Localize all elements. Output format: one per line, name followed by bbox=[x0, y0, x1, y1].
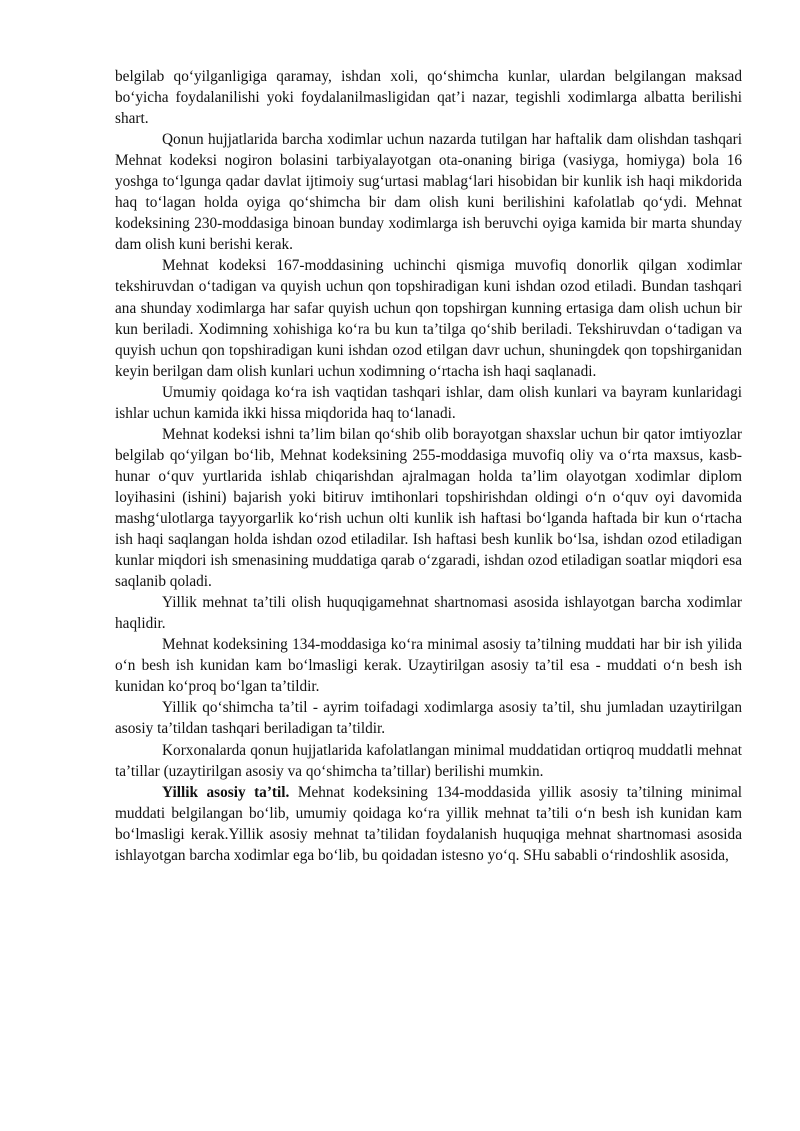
paragraph bbox=[115, 592, 742, 634]
paragraph-text: Korxonalarda qonun hujjatlarida kafolatlangan minimal muddatidan ortiqroq muddatli mehnat ta’tillar (uzaytirilgan asosiy va qo‘shimcha ta’tillar) berilishi mumkin. bbox=[115, 741, 742, 780]
paragraph-text: belgilab qo‘yilganligiga qaramay, ishdan xoli, qo‘shimcha kunlar, ulardan belgilangan maksad bo‘yicha foydalanilishi yoki foydalanilmasligidan qat’i nazar, tegishli xodimlarga albatta berilishi shart. bbox=[115, 68, 742, 128]
paragraph-text: Mehnat kodeksi 167-moddasining uchinchi qismiga muvofiq donorlik qilgan xodimlar tekshiruvdan o‘tadigan va quyish uchun qon topshiradigan kuni ishdan ozod etiladi. Bundan tashqari ana shunday xodimlarga har safar quyish uchun qon topshirgan kunning ertasiga dam olish uchun bir kun beriladi. Xodimning xohishiga ko‘ra bu kun ta’tilga qo‘shib beriladi. Tekshiruvdan o‘tadigan va quyish uchun qon topshiradigan kuni ishdan ozod etilgan davr uchun, shuningdek qon topshirganidan keyin berilgan dam olish kunlari uchun xodimning o‘rtacha ish haqi saqlanadi. bbox=[115, 257, 742, 380]
paragraph-text: Yillik qo‘shimcha ta’til - ayrim toifadagi xodimlarga asosiy ta’til, shu jumladan uzaytirilgan asosiy ta’tildan tashqari beriladigan ta’tildir. bbox=[115, 699, 742, 738]
paragraph bbox=[115, 382, 742, 424]
paragraph bbox=[115, 740, 742, 782]
paragraph-with-heading bbox=[115, 782, 742, 866]
paragraph-text: Mehnat kodeksining 134-moddasiga ko‘ra minimal asosiy ta’tilning muddati har bir ish yilida o‘n besh ish kunidan kam bo‘lmasligi kerak. Uzaytirilgan asosiy ta’til esa - muddati o‘n besh ish kunidan ko‘proq bo‘lgan ta’tildir. bbox=[115, 636, 742, 696]
paragraph bbox=[115, 697, 742, 739]
paragraph-text: Mehnat kodeksining 134-moddasida yillik asosiy ta’tilning minimal muddati belgilangan bo‘lib, umumiy qoidaga ko‘ra yillik mehnat ta’tili o‘n besh ish kunidan kam bo‘lmasligi kerak.Yillik asosiy mehnat ta’tilidan foydalanish huquqiga mehnat shartnomasi asosida ishlayotgan barcha xodimlar ega bo‘lib, bu qoidadan istesno yo‘q. SHu sababli o‘rindoshlik asosida, bbox=[115, 783, 742, 864]
paragraph-text: Mehnat kodeksi ishni ta’lim bilan qo‘shib olib borayotgan shaxslar uchun bir qator imtiyozlar belgilab qo‘yilgan bo‘lib, Mehnat kodeksining 255-moddasiga muvofiq oliy va o‘rta maxsus, kasb-hunar o‘quv yurtlarida ishlab chiqarishdan ajralmagan holda ta’lim olayotgan xodimlar diplom loyihasini (ishini) bajarish yoki bitiruv imtihonlari topshirishdan oldingi o‘n o‘quv oyi davomida mashg‘ulotlarga tayyorgarlik ko‘rish uchun olti kunlik ish haftasi bo‘lganda haftada bir kun o‘rtacha ish haqi saqlangan holda ishdan ozod etiladilar. Ish haftasi besh kunlik bo‘lsa, ishdan ozod etiladigan kunlar miqdori ish smenasining muddatiga qarab o‘zgaradi, ishdan ozod etiladigan soatlar miqdori esa saqlanib qoladi. bbox=[115, 425, 742, 591]
paragraph bbox=[115, 129, 742, 255]
paragraph bbox=[115, 255, 742, 381]
document-page bbox=[115, 66, 742, 866]
paragraph bbox=[115, 424, 742, 592]
paragraph bbox=[115, 634, 742, 697]
paragraph-continuation bbox=[115, 66, 742, 129]
section-heading: Yillik asosiy ta’til. bbox=[162, 783, 290, 801]
paragraph-text: Umumiy qoidaga ko‘ra ish vaqtidan tashqari ishlar, dam olish kunlari va bayram kunlaridagi ishlar uchun kamida ikki hissa miqdorida haq to‘lanadi. bbox=[115, 383, 742, 422]
paragraph-text: Yillik mehnat ta’tili olish huquqigamehnat shartnomasi asosida ishlayotgan barcha xodimlar haqlidir. bbox=[115, 594, 742, 633]
paragraph-text: Qonun hujjatlarida barcha xodimlar uchun nazarda tutilgan har haftalik dam olishdan tashqari Mehnat kodeksi nogiron bolasini tarbiyalayotgan ota-onaning biriga (vasiyga, homiyga) bola 16 yoshga to‘lgunga qadar davlat ijtimoiy sug‘urtasi mablag‘lari hisobidan bir kunlik ish haqi mikdorida haq to‘lagan holda oyiga qo‘shimcha bir dam olish kuni berilishini kafolatlab qo‘ydi. Mehnat kodeksining 230-moddasiga binoan bunday xodimlarga ish beruvchi oyiga kamida bir marta shunday dam olish kuni berishi kerak. bbox=[115, 131, 742, 254]
